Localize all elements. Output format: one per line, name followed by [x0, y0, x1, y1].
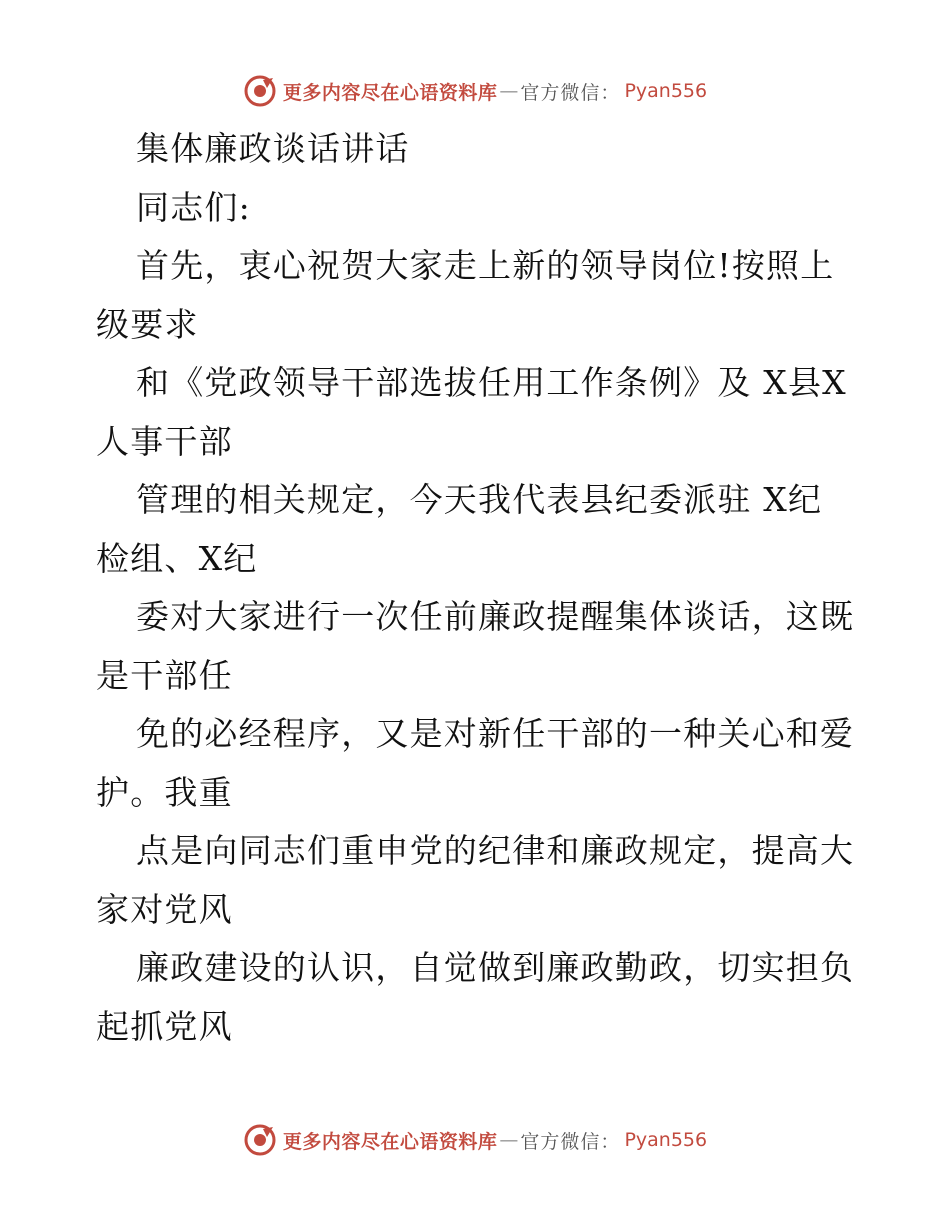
banner-wechat-label: 官方微信： — [520, 1130, 621, 1153]
logo-icon — [243, 74, 277, 108]
document-body — [96, 120, 856, 1056]
body-line: 是干部任 — [96, 655, 233, 695]
body-line: 管理的相关规定，今天我代表县纪委派驻 X纪 — [136, 480, 823, 519]
header-watermark-banner — [0, 71, 950, 111]
salutation: 同志们: — [136, 187, 251, 227]
body-line: 检组、X纪 — [96, 538, 258, 578]
document-title: 集体廉政谈话讲话 — [136, 129, 410, 168]
body-line: 委对大家进行一次任前廉政提醒集体谈话，这既 — [136, 597, 855, 636]
body-line: 和《党政领导干部选拔任用工作条例》及 X县X — [136, 363, 847, 402]
banner-source-text: 更多内容尽在心语资料库 — [282, 1130, 498, 1153]
logo-icon — [243, 1123, 277, 1157]
body-line: 家对党风 — [96, 889, 233, 929]
body-line: 护。我重 — [96, 772, 233, 812]
body-line: 点是向同志们重申党的纪律和廉政规定，提高大 — [136, 831, 855, 870]
body-line: 级要求 — [96, 304, 199, 344]
banner-dash: — — [499, 80, 519, 102]
body-line: 免的必经程序，又是对新任干部的一种关心和爱 — [136, 714, 855, 753]
footer-watermark-banner — [0, 1120, 950, 1160]
body-line: 人事干部 — [96, 421, 233, 461]
body-line: 首先，衷心祝贺大家走上新的领导岗位!按照上 — [136, 246, 835, 285]
banner-dash: — — [499, 1129, 519, 1151]
banner-wechat-label: 官方微信： — [520, 81, 621, 104]
body-line: 廉政建设的认识，自觉做到廉政勤政，切实担负 — [136, 948, 855, 987]
body-line: 起抓党风 — [96, 1006, 233, 1046]
banner-wechat-id: Pyan556 — [624, 80, 708, 102]
banner-wechat-id: Pyan556 — [624, 1129, 708, 1151]
banner-source-text: 更多内容尽在心语资料库 — [282, 81, 498, 104]
